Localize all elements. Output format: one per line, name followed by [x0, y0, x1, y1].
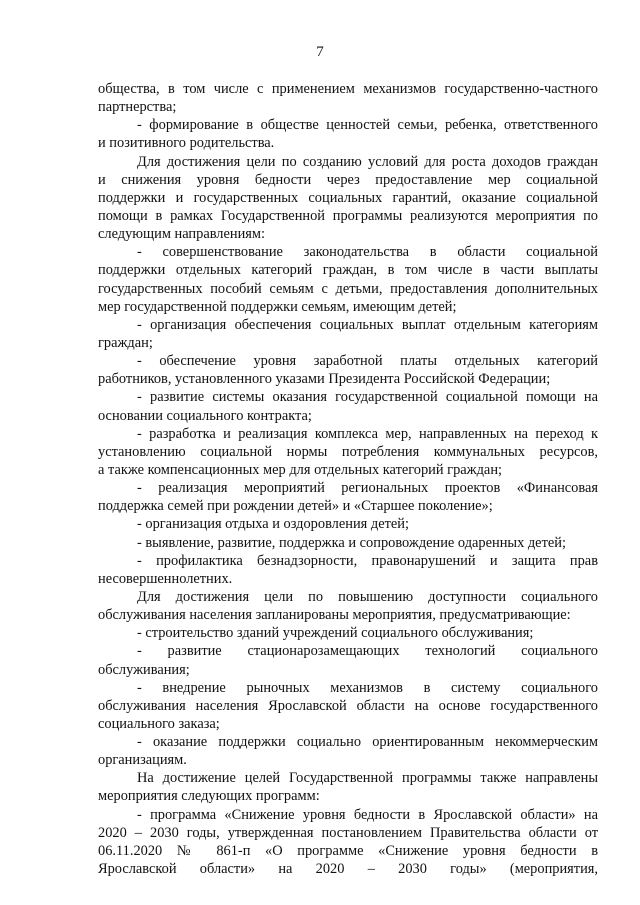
text-line: государственных пособий семьям с детьми, предоставления дополнительных — [98, 280, 598, 297]
text-line: несовершеннолетних. — [98, 570, 233, 587]
text-line: - оказание поддержки социально ориентированным некоммерческим — [137, 734, 598, 751]
text-line: - совершенствование законодательства в области социальной — [137, 244, 598, 261]
text-line: - программа «Снижение уровня бедности в Ярославской области» на — [137, 806, 598, 823]
text-line: социального заказа; — [98, 715, 220, 732]
text-line: следующим направлениям: — [98, 226, 266, 243]
text-line: основании социального контракта; — [98, 407, 312, 424]
text-line: - разработка и реализация комплекса мер, направленных на переход к — [137, 425, 598, 442]
text-line: партнерства; — [98, 99, 177, 116]
text-line: - развитие системы оказания государственной социальной помощи на — [137, 389, 598, 406]
text-line: обслуживания населения запланированы мероприятия, предусматривающие: — [98, 607, 571, 624]
text-line: 06.11.2020 № 861-п «О программе «Снижение уровня бедности в — [98, 842, 598, 859]
text-line: мероприятия следующих программ: — [98, 788, 320, 805]
text-line: и снижения уровня бедности через предоставление мер социальной — [98, 171, 598, 188]
text-line: Для достижения цели по созданию условий для роста доходов граждан — [137, 153, 598, 170]
text-line: граждан; — [98, 334, 153, 351]
text-line: обслуживания населения Ярославской области на основе государственного — [98, 697, 598, 714]
text-line: работников, установленного указами Президента Российской Федерации; — [98, 371, 551, 388]
text-line: а также компенсационных мер для отдельных категорий граждан; — [98, 461, 503, 478]
text-line: Ярославской области» на 2020 – 2030 годы» (мероприятия, — [98, 861, 598, 878]
text-line: поддержки и государственных социальных гарантий, оказание социальной — [98, 189, 598, 206]
text-line: поддержки отдельных категорий граждан, в том числе в части выплаты — [98, 262, 598, 279]
text-line: обслуживания; — [98, 661, 190, 678]
text-line: помощи в рамках Государственной программы реализуются мероприятия по — [98, 207, 598, 224]
text-line: Для достижения цели по повышению доступности социального — [137, 588, 598, 605]
text-line: 2020 – 2030 годы, утвержденная постановлением Правительства области от — [98, 824, 598, 841]
text-line: установлению социальной нормы потребления коммунальных ресурсов, — [98, 443, 598, 460]
text-line: и позитивного родительства. — [98, 135, 275, 152]
text-line: - формирование в обществе ценностей семьи, ребенка, ответственного — [137, 117, 598, 134]
text-line: - развитие стационарозамещающих технологий социального — [137, 643, 598, 660]
text-line: - строительство зданий учреждений социального обслуживания; — [137, 625, 534, 642]
document-body — [98, 80, 598, 878]
text-line: поддержка семей при рождении детей» и «Старшее поколение»; — [98, 498, 493, 515]
text-line: - обеспечение уровня заработной платы отдельных категорий — [137, 353, 598, 370]
text-line: На достижение целей Государственной программы также направлены — [137, 770, 598, 787]
text-line: организациям. — [98, 752, 187, 769]
text-line: - организация отдыха и оздоровления детей; — [137, 516, 409, 533]
text-line: - профилактика безнадзорности, правонарушений и защита прав — [137, 552, 598, 569]
text-line: - реализация мероприятий региональных проектов «Финансовая — [137, 480, 598, 497]
text-line: - выявление, развитие, поддержка и сопровождение одаренных детей; — [137, 534, 566, 551]
text-line: - организация обеспечения социальных выплат отдельным категориям — [137, 316, 598, 333]
text-line: мер государственной поддержки семьям, имеющим детей; — [98, 298, 457, 315]
text-line: общества, в том числе с применением механизмов государственно-частного — [98, 81, 598, 97]
page-number: 7 — [316, 44, 324, 60]
text-line: - внедрение рыночных механизмов в систему социального — [137, 679, 598, 696]
